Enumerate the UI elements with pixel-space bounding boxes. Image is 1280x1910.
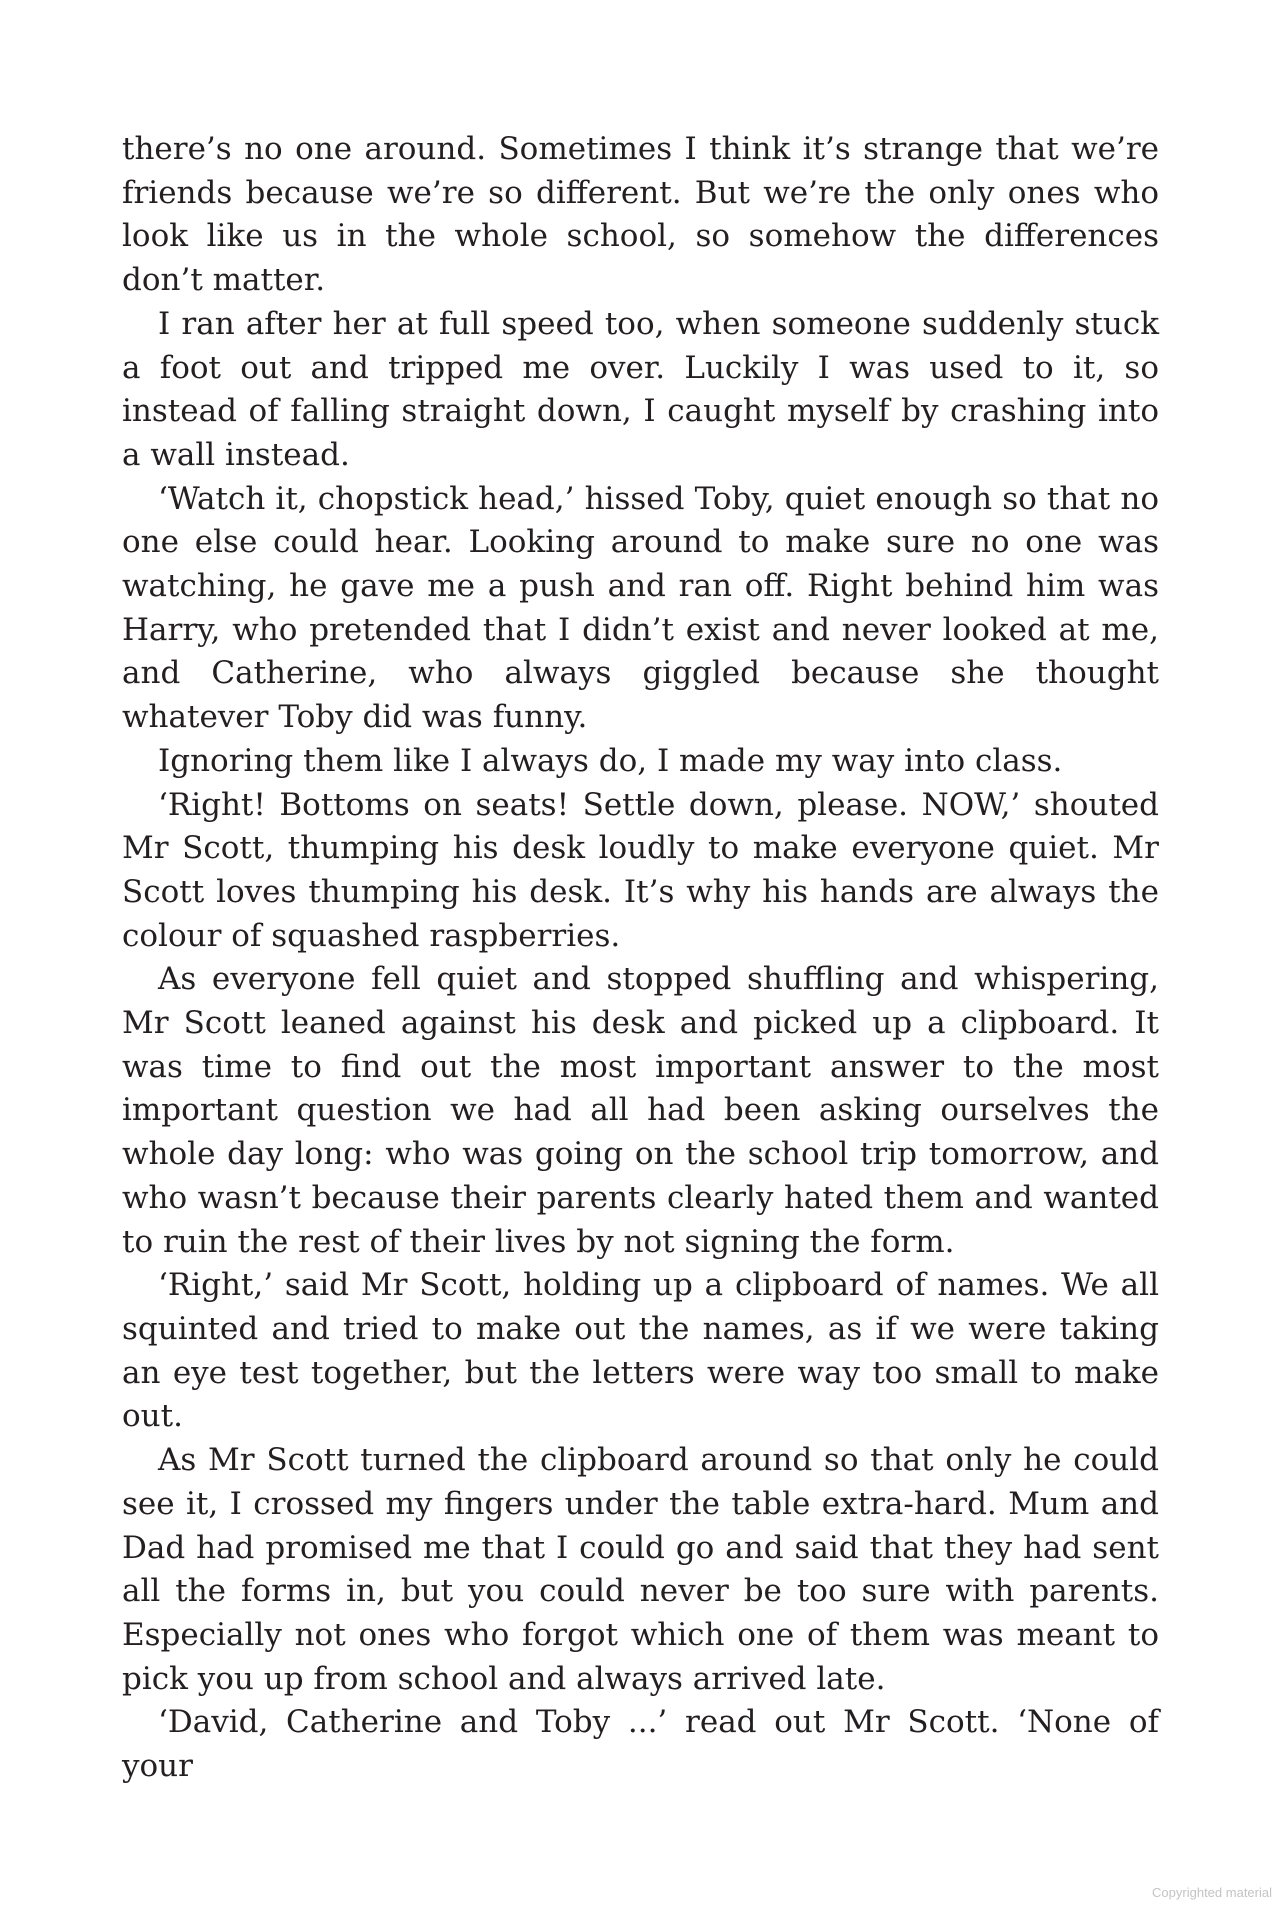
paragraph-1: there’s no one around. Sometimes I think it’s strange that we’re friends because we’re so different. But we’re the only ones who look like us in the whole school, so somehow the differences don’t matter.	[122, 131, 1159, 299]
paragraph-3: ‘Watch it, chopstick head,’ hissed Toby, quiet enough so that no one else could hear. Looking around to make sure no one was watching, he gave me a push and ran off. Right behind him was Harry, who pretended that I didn’t exist and never looked at me, and Catherine, who always giggled because she thought whatever Toby did was funny.	[122, 480, 1159, 736]
paragraph-6: As everyone fell quiet and stopped shuffling and whispering, Mr Scott leaned against his desk and picked up a clipboard. It was time to find out the most important answer to the most important question we had all had been asking ourselves the whole day long: who was going on the school trip tomorrow, and who wasn’t because their parents clearly hated them and wanted to ruin the rest of their lives by not signing the form.	[122, 961, 1159, 1260]
paragraph-7: ‘Right,’ said Mr Scott, holding up a clipboard of names. We all squinted and tried to make out the names, as if we were taking an eye test together, but the letters were way too small to make out.	[122, 1267, 1159, 1435]
body-text	[122, 128, 1159, 1789]
paragraph-8: As Mr Scott turned the clipboard around so that only he could see it, I crossed my fingers under the table extra-hard. Mum and Dad had promised me that I could go and said that they had sent all the forms in, but you could never be too sure with parents. Especially not ones who forgot which one of them was meant to pick you up from school and always arrived late.	[122, 1442, 1159, 1697]
paragraph-9: ‘David, Catherine and Toby ...’ read out Mr Scott. ‘None of your	[122, 1704, 1159, 1785]
paragraph-2: I ran after her at full speed too, when someone suddenly stuck a foot out and tripped me over. Luckily I was used to it, so instead of falling straight down, I caught myself by crashing into a wall instead.	[122, 305, 1159, 473]
copyright-notice: Copyrighted material	[1152, 1885, 1272, 1900]
paragraph-5: ‘Right! Bottoms on seats! Settle down, please. NOW,’ shouted Mr Scott, thumping his desk loudly to make everyone quiet. Mr Scott loves thumping his desk. It’s why his hands are always the colour of squashed raspberries.	[122, 786, 1159, 954]
paragraph-4: Ignoring them like I always do, I made my way into class.	[158, 742, 1063, 779]
